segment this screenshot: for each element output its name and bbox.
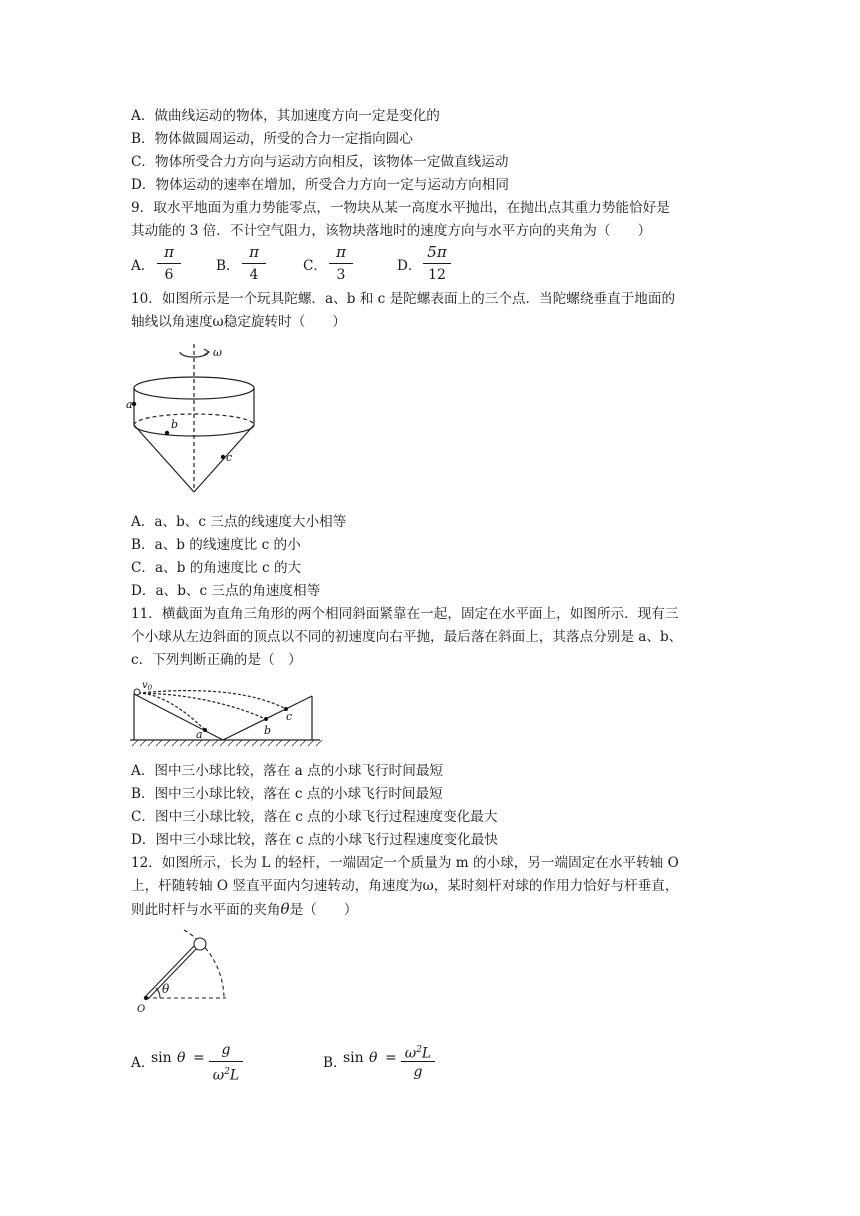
q12-option-b-sin: sin [343,1050,364,1066]
q12-option-b-fraction [401,1040,435,1083]
pivot-o-label: O [137,1004,146,1015]
q10-option-c: C．a、b 的角速度比 c 的大 [131,560,302,576]
v0-label-v: v [142,680,148,691]
q12-option-a-formula [151,1040,351,1086]
landing-a-dot [203,728,207,732]
q12-option-a-label: A． [131,1055,155,1071]
q12-option-a-sin: sin [151,1050,172,1066]
q12-option-a-theta: θ [177,1050,186,1066]
ball-icon [134,689,140,695]
q10-option-d: D．a、b、c 三点的角速度相等 [131,583,321,599]
q8-option-d: D．物体运动的速率在增加，所受合力方向一定与运动方向相同 [131,177,509,193]
q12-option-b-formula [343,1040,543,1086]
theta-label: θ [162,982,170,996]
q9-option-c-numerator: π [336,243,346,261]
q12-option-b-denominator: g [413,1064,423,1080]
q8-option-a: A．做曲线运动的物体，其加速度方向一定是变化的 [131,108,440,124]
q11-option-c: C．图中三小球比较，落在 c 点的小球飞行过程速度变化最大 [131,809,498,825]
q9-option-d-fraction [423,242,451,285]
q9-option-b-label: B． [216,258,240,274]
v0-label-sub: 0 [147,684,153,692]
point-c-dot [221,455,225,459]
pivot-dot [144,996,148,1000]
inclined-planes-figure [128,676,328,748]
q8-option-c: C．物体所受合力方向与运动方向相反，该物体一定做直线运动 [131,154,509,170]
q12-option-a-equals: = [193,1050,205,1066]
q11-option-a: A．图中三小球比较，落在 a 点的小球飞行时间最短 [131,763,444,779]
q12-option-b-L: L [421,1045,432,1062]
q12-stem-line3-part2: 是（ ） [289,902,358,918]
q9-stem-line2: 其动能的 3 倍．不计空气阻力，该物块落地时的速度方向与水平方向的夹角为（ ） [131,223,652,239]
q9-option-b-numerator: π [249,243,259,261]
q9-option-b-denominator: 4 [249,267,259,283]
q9-option-b-fraction [242,242,266,285]
omega-label: ω [213,346,222,359]
q12-option-b-theta: θ [369,1050,378,1066]
q12-option-b-equals: = [385,1050,397,1066]
q12-option-a-omega: ω [212,1067,225,1084]
q9-options [131,242,551,286]
q9-option-a-denominator: 6 [164,267,174,283]
q11-stem-line3: c．下列判断正确的是（ ） [131,652,302,668]
q9-option-a-numerator: π [164,243,174,261]
q12-stem-line1: 12．如图所示，长为 L 的轻杆，一端固定一个质量为 m 的小球，另一端固定在水平转轴 O [131,855,679,871]
q10-option-b: B．a、b 的线速度比 c 的小 [131,537,301,553]
rotation-arrowhead-icon [204,349,209,355]
point-c-label: c [226,451,233,464]
q10-stem-line2: 轴线以角速度ω稳定旋转时（ ） [131,314,346,330]
q12-option-a-exp: 2 [224,1067,230,1077]
q9-option-a-label: A． [131,258,155,274]
spinning-top-figure [122,340,272,500]
q12-option-b-exp: 2 [416,1045,422,1055]
q12-option-b-numerator [401,1040,435,1061]
q12-stem-line2: 上，杆随转轴 O 竖直平面内匀速转动，角速度为ω，某时刻杆对球的作用力恰好与杆垂直， [131,878,679,894]
q9-option-d-label: D． [397,258,422,274]
q12-stem-line3 [131,899,358,920]
point-a-label: a [126,398,133,411]
q12-option-a-numerator: g [221,1042,231,1058]
q8-option-b: B．物体做圆周运动，所受的合力一定指向圆心 [131,131,413,147]
q10-stem-line1: 10．如图所示是一个玩具陀螺．a、b 和 c 是陀螺表面上的三个点．当陀螺绕垂直于地面的 [131,291,676,307]
ball-icon [194,938,206,950]
landing-b-label: b [264,724,272,737]
q12-option-a-L: L [229,1067,240,1084]
q9-option-c-label: C． [303,258,327,274]
point-b-dot [165,431,169,435]
rod-edge-1 [145,946,194,997]
q11-stem-line1: 11．横截面为直角三角形的两个相同斜面紧靠在一起，固定在水平面上，如图所示．现有三 [131,606,679,622]
q11-option-b: B．图中三小球比较，落在 c 点的小球飞行时间最短 [131,786,443,802]
q12-stem-line3-part1: 则此时杆与水平面的夹角 [131,902,281,918]
landing-c-label: c [286,710,293,723]
q9-option-d-denominator: 12 [428,267,446,283]
q9-option-a-fraction [157,242,181,285]
angle-arc [156,988,160,998]
q12-option-a-fraction [209,1040,243,1083]
q9-option-c-denominator: 3 [336,267,346,283]
q12-option-a-denominator [209,1062,243,1083]
q11-stem-line2: 个小球从左边斜面的顶点以不同的初速度向右平抛，最后落在斜面上，其落点分别是 a、b、 [131,629,683,645]
v0-label [142,680,153,692]
q10-option-a: A．a、b、c 三点的线速度大小相等 [131,514,347,530]
point-b-label: b [171,418,179,431]
landing-b-dot [264,717,268,721]
q12-option-b-label: B． [323,1055,347,1071]
q9-stem-line1: 9．取水平地面为重力势能零点，一物块从某一高度水平抛出，在抛出点其重力势能恰好是 [131,200,670,216]
q11-option-d: D．图中三小球比较，落在 c 点的小球飞行过程速度变化最快 [131,832,498,848]
landing-a-label: a [196,728,203,741]
rod-edge-2 [148,948,197,999]
rotating-rod-figure [134,926,234,1018]
q9-option-d-numerator: 5π [427,243,447,261]
q12-option-b-omega: ω [404,1045,417,1062]
q12-stem-theta: θ [280,900,290,918]
q9-option-c-fraction [329,242,353,285]
